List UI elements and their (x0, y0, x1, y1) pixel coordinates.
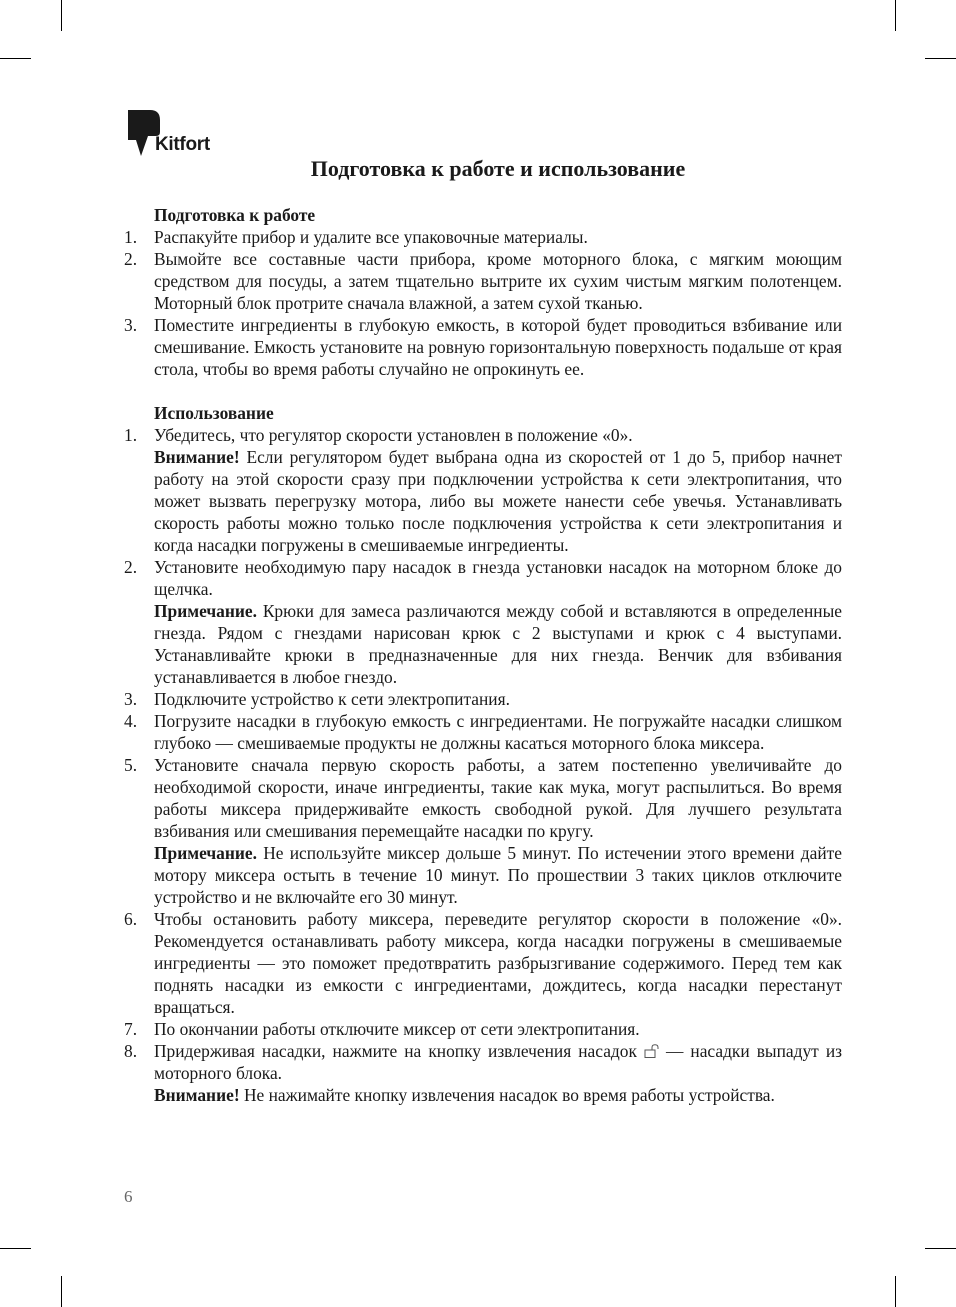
item-number: 1. (124, 425, 138, 445)
item-number: 5. (124, 755, 138, 775)
item-number: 8. (124, 1041, 138, 1061)
brand-logo (126, 108, 236, 158)
note-label: Примечание. (154, 843, 257, 863)
item-text: Погрузите насадки в глубокую емкость с ингредиентами. Не погружайте насадки слишком глубоко — смешиваемые продукты не должны касаться моторного блока миксера. (154, 711, 842, 753)
page-number: 6 (124, 1187, 133, 1206)
item-text-after: — насадки выпадут из моторного блока. (154, 1041, 842, 1083)
item-text: Чтобы остановить работу миксера, переведите регулятор скорости в положение «0». Рекомендуется останавливать работу миксера, когда насадки погружены в смешиваемые ингредиенты — это поможет предотвратить разбрызгивание содержимого. Перед тем как поднять насадки из емкости с ингредиентами, дождитесь, когда насадки перестанут вращаться. (154, 909, 842, 1017)
crop-mark (895, 0, 896, 31)
brand-name: Kitfort (155, 134, 210, 155)
usage-section (118, 402, 842, 1106)
crop-mark (925, 58, 956, 59)
note (154, 600, 842, 688)
note-text: Не нажимайте кнопку извлечения насадок во время работы устройства. (243, 1085, 775, 1105)
warning-note (154, 1084, 842, 1106)
item-number: 2. (124, 249, 138, 269)
note-text: Крюки для замеса различаются между собой и вставляются в определенные гнезда. Рядом с гнездами нарисован крюк с 2 выступами и крюк с 4 выступами. Устанавливайте крюки в предназначенные для них гнезда. Венчик для взбивания устанавливается в любое гнездо. (154, 601, 842, 687)
list-item (118, 908, 842, 1018)
item-text: Поместите ингредиенты в глубокую емкость, в которой будет проводиться взбивание или смешивание. Емкость установите на ровную горизонтальную поверхность подальше от края стола, чтобы во время работы случайно не опрокинуть ее. (154, 315, 842, 379)
prep-list (118, 226, 842, 380)
page-title: Подготовка к работе и использование (310, 156, 686, 181)
note-text: Не используйте миксер дольше 5 минут. По истечении этого времени дайте мотору миксера остыть в течение 10 минут. По прошествии 3 таких циклов отключите устройство и не включайте его 30 минут. (154, 843, 842, 907)
crop-mark (925, 1248, 956, 1249)
item-number: 2. (124, 557, 138, 577)
item-number: 7. (124, 1019, 138, 1039)
list-item (118, 754, 842, 908)
note-label: Внимание! (154, 1085, 240, 1105)
crop-mark (895, 1276, 896, 1307)
item-text (154, 1040, 842, 1084)
item-number: 3. (124, 689, 138, 709)
item-text: Вымойте все составные части прибора, кроме моторного блока, с мягким моющим средством для посуды, а затем тщательно вытрите их сухим чистым мягким полотенцем. Моторный блок протрите сначала влажной, а затем сухой тканью. (154, 249, 842, 313)
list-item (118, 556, 842, 688)
usage-heading: Использование (154, 403, 274, 423)
prep-heading: Подготовка к работе (154, 205, 316, 225)
item-number: 4. (124, 711, 138, 731)
list-item (118, 314, 842, 380)
warning-note (154, 446, 842, 556)
item-text: Убедитесь, что регулятор скорости установлен в положение «0». (154, 425, 633, 445)
item-text: По окончании работы отключите миксер от сети электропитания. (154, 1019, 640, 1039)
list-item (118, 424, 842, 556)
crop-mark (61, 0, 62, 31)
unlock-icon (644, 1041, 666, 1055)
item-number: 3. (124, 315, 138, 335)
note (154, 842, 842, 908)
item-text: Установите сначала первую скорость работы, а затем постепенно увеличивайте до необходимой скорости, иначе ингредиенты, такие как мука, могут распылиться. Во время работы миксера придерживайте емкость свободной рукой. Для лучшего результата взбивания или смешивания перемещайте насадки по кругу. (154, 755, 842, 841)
item-text: Установите необходимую пару насадок в гнезда установки насадок на моторном блоке до щелчка. (154, 557, 842, 599)
crop-mark (0, 58, 31, 59)
list-item (118, 1018, 842, 1040)
list-item (118, 710, 842, 754)
item-number: 6. (124, 909, 138, 929)
item-number: 1. (124, 227, 138, 247)
list-item (118, 688, 842, 710)
crop-mark (61, 1276, 62, 1307)
prep-section (118, 204, 842, 380)
list-item (118, 248, 842, 314)
usage-list (118, 424, 842, 1106)
list-item (118, 1040, 842, 1106)
list-item (118, 226, 842, 248)
note-text: Если регулятором будет выбрана одна из скоростей от 1 до 5, прибор начнет работу на этой скорости сразу при подключении устройства к сети электропитания, что может вызвать перегрузку мотора, либо вы можете нанести себе увечья. Устанавливать скорость работы можно только после подключения устройства к сети электропитания и когда насадки погружены в смешиваемые ингредиенты. (154, 447, 842, 555)
note-label: Внимание! (154, 447, 240, 467)
item-text: Распакуйте прибор и удалите все упаковочные материалы. (154, 227, 588, 247)
item-text-before: Придерживая насадки, нажмите на кнопку извлечения насадок (154, 1041, 637, 1061)
note-label: Примечание. (154, 601, 257, 621)
crop-mark (0, 1248, 31, 1249)
item-text: Подключите устройство к сети электропитания. (154, 689, 510, 709)
